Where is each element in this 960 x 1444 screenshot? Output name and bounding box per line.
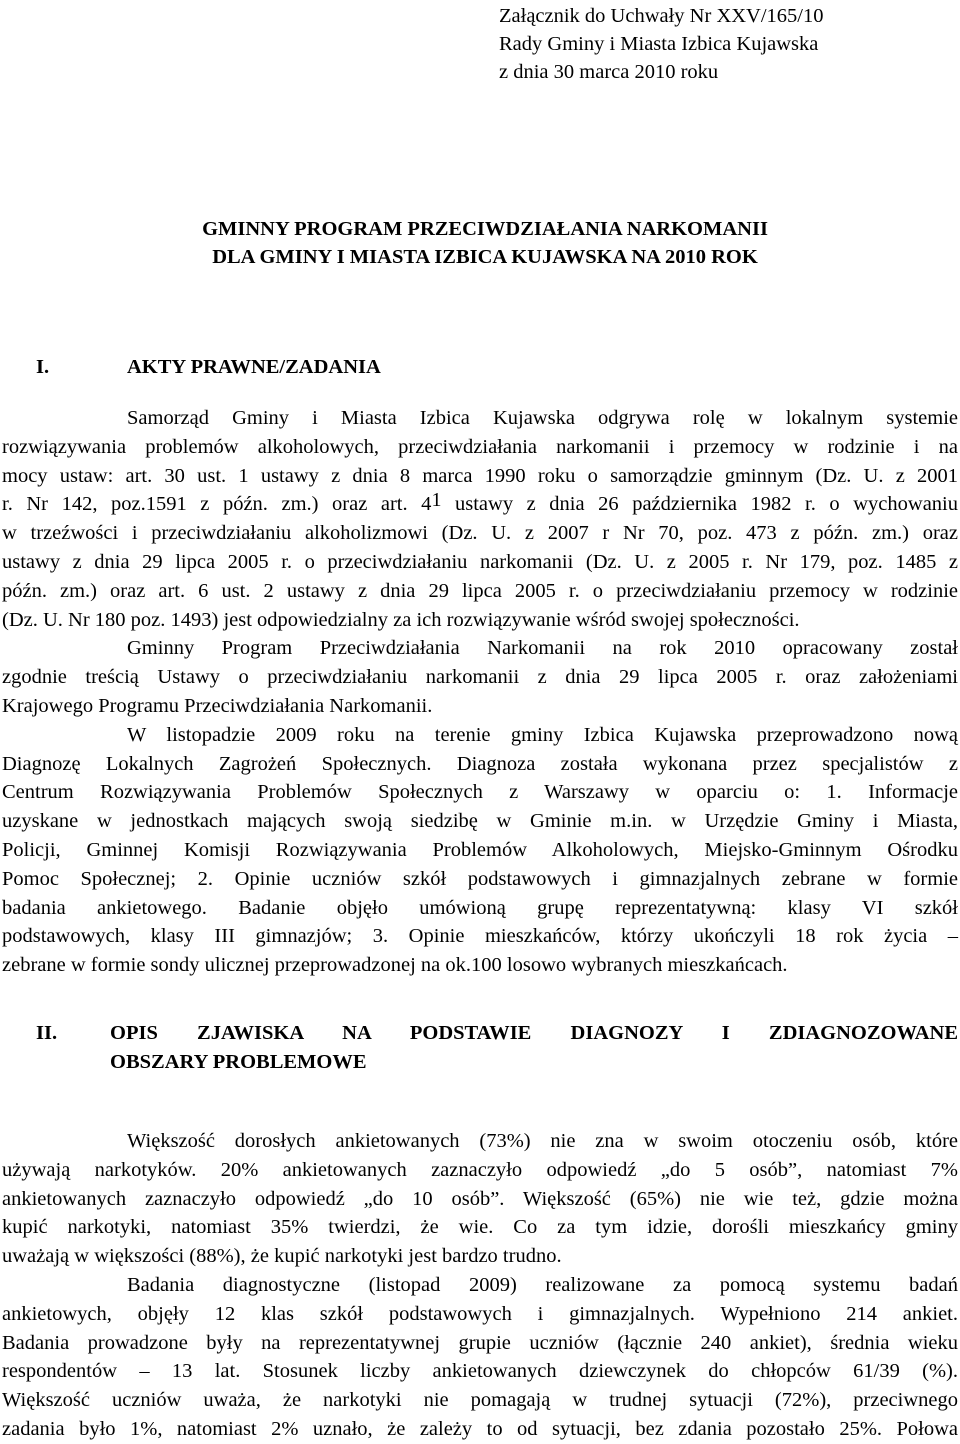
text-line: uzyskane w jednostkach mających swoją siedzibę w Gminie m.in. w Urzędzie Gminy i Miasta, bbox=[2, 810, 958, 833]
text-line: (Dz. U. Nr 180 poz. 1493) jest odpowiedzialny za ich rozwiązywanie wśród swojej społeczności. bbox=[2, 608, 800, 631]
text-line: ustawy z dnia 29 lipca 2005 r. o przeciwdziałaniu narkomanii (Dz. U. z 2005 r. Nr 179, poz. 1485 z bbox=[2, 550, 958, 573]
section-title: AKTY PRAWNE/ZADANIA bbox=[127, 356, 381, 378]
text-line: Większość uczniów uważa, że narkotyki nie pomagają w trudnej sytuacji (72%), przeciwnego bbox=[2, 1389, 958, 1412]
text-line: w trzeźwości i przeciwdziałaniu alkoholizmowi (Dz. U. z 2007 r Nr 70, poz. 473 z późn. zm.) oraz bbox=[2, 522, 958, 545]
text-line: W listopadzie 2009 roku na terenie gminy Izbica Kujawska przeprowadzono nową bbox=[127, 723, 958, 746]
text-line: uważają w większości (88%), że kupić narkotyki jest bardzo trudno. bbox=[2, 1245, 562, 1268]
section-number: II. bbox=[36, 1022, 58, 1044]
text-line: kupić narkotyki, natomiast 35% twierdzi, że wie. Co za tym idzie, dorośli mieszkańcy gminy bbox=[2, 1216, 958, 1239]
document-header bbox=[499, 2, 824, 86]
text-line: Gminny Program Przeciwdziałania Narkomanii na rok 2010 opracowany został bbox=[127, 637, 958, 660]
section-heading-1 bbox=[36, 353, 381, 382]
text-line: mocy ustaw: art. 30 ust. 1 ustawy z dnia 8 marca 1990 roku o samorządzie gminnym (Dz. U. z 2001 bbox=[2, 464, 958, 487]
text-line: Krajowego Programu Przeciwdziałania Narkomanii. bbox=[2, 694, 433, 717]
text-line: zebrane w formie sondy ulicznej przeprowadzonej na ok.100 losowo wybranych mieszkańcach. bbox=[2, 954, 788, 977]
header-line: Załącznik do Uchwały Nr XXV/165/10 bbox=[499, 5, 824, 27]
text-line: podstawowych, klasy III gimnazjów; 3. Opinie mieszkańców, którzy ukończyli 18 rok życia – bbox=[2, 925, 958, 948]
section-2-body bbox=[2, 1127, 958, 1444]
text-segment: ustawy z dnia 26 października 1982 r. o wychowaniu bbox=[441, 493, 958, 516]
section-title: OPIS ZJAWISKA NA PODSTAWIE DIAGNOZY I ZDIAGNOZOWANE bbox=[110, 1022, 958, 1044]
text-line: Centrum Rozwiązywania Problemów Społecznych z Warszawy w oparciu o: 1. Informacje bbox=[2, 781, 958, 804]
text-segment: r. Nr 142, poz.1591 z późn. zm.) oraz art. 4 bbox=[2, 493, 432, 516]
title-line: DLA GMINY I MIASTA IZBICA KUJAWSKA NA 2010 ROK bbox=[212, 246, 758, 268]
text-line: Badania prowadzone były na reprezentatywnej grupie uczniów (łącznie 240 ankiet), średnia wieku bbox=[2, 1331, 958, 1354]
text-line: ankietowanych zaznaczyło odpowiedź „do 10 osób”. Większość (65%) nie wie też, gdzie można bbox=[2, 1187, 958, 1210]
text-line: Badania diagnostyczne (listopad 2009) realizowane za pomocą systemu badań bbox=[127, 1273, 958, 1296]
text-line: Samorząd Gminy i Miasta Izbica Kujawska odgrywa rolę w lokalnym systemie bbox=[127, 407, 958, 429]
section-heading-2 bbox=[36, 1019, 958, 1077]
header-line: z dnia 30 marca 2010 roku bbox=[499, 61, 719, 83]
text-line: Diagnozę Lokalnych Zagrożeń Społecznych. Diagnoza została wykonana przez specjalistów z bbox=[2, 752, 958, 775]
text-line: ankietowych, objęły 12 klas szkół podstawowych i gimnazjalnych. Wypełniono 214 ankiet. bbox=[2, 1302, 958, 1325]
text-line bbox=[2, 490, 958, 519]
text-line: respondentów – 13 lat. Stosunek liczby ankietowanych dziewczynek do chłopców 61/39 (%). bbox=[2, 1360, 958, 1383]
document-title bbox=[0, 215, 960, 271]
text-line: używają narkotyków. 20% ankietowanych zaznaczyło odpowiedź „do 5 osób”, natomiast 7% bbox=[2, 1158, 958, 1181]
section-title-continued: OBSZARY PROBLEMOWE bbox=[110, 1051, 367, 1073]
section-number: I. bbox=[36, 356, 50, 378]
text-line: zadania było 1%, natomiast 2% uznało, że zależy to od sytuacji, bez zdania pozostało 25%. Połowa bbox=[2, 1417, 958, 1440]
section-1-body bbox=[2, 404, 958, 980]
text-line: późn. zm.) oraz art. 6 ust. 2 ustawy z dnia 29 lipca 2005 r. o przeciwdziałaniu przemocy w rodzinie bbox=[2, 579, 958, 602]
text-line: Większość dorosłych ankietowanych (73%) nie zna w swoim otoczeniu osób, które bbox=[127, 1130, 958, 1152]
title-line: GMINNY PROGRAM PRZECIWDZIAŁANIA NARKOMANII bbox=[202, 218, 768, 240]
text-line: Policji, Gminnej Komisji Rozwiązywania Problemów Alkoholowych, Miejsko-Gminnym Ośrodku bbox=[2, 838, 958, 861]
text-line: badania ankietowego. Badanie objęło umówioną grupę reprezentatywną: klasy VI szkół bbox=[2, 896, 958, 919]
text-line: zgodnie treścią Ustawy o przeciwdziałaniu narkomanii z dnia 29 lipca 2005 r. oraz założeniami bbox=[2, 666, 958, 689]
header-line: Rady Gminy i Miasta Izbica Kujawska bbox=[499, 33, 819, 55]
superscript: 1 bbox=[431, 489, 442, 512]
text-line: rozwiązywania problemów alkoholowych, przeciwdziałania narkomanii i przemocy w rodzinie i na bbox=[2, 435, 958, 458]
text-line: Pomoc Społecznej; 2. Opinie uczniów szkół podstawowych i gimnazjalnych zebrane w formie bbox=[2, 867, 958, 890]
